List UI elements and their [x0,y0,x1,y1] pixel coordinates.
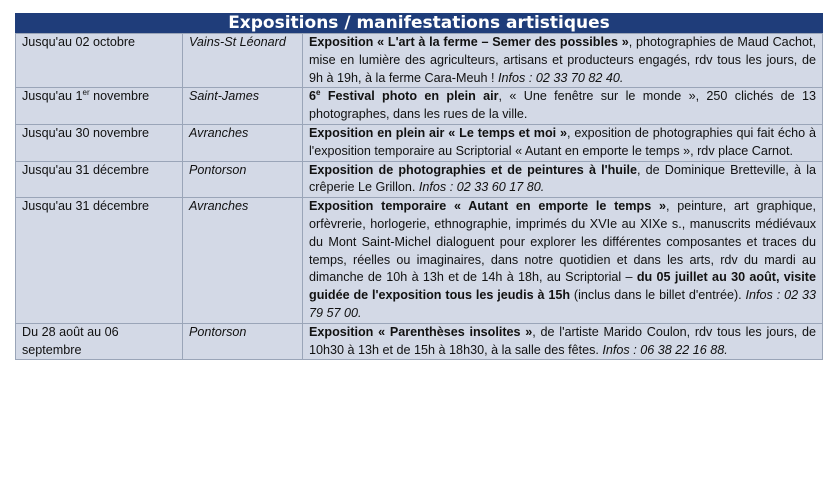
edition-number: 6 [309,89,317,104]
event-place: Avranches [183,124,303,161]
event-info: Infos : 06 38 22 16 88. [602,342,728,357]
event-place: Avranches [183,198,303,324]
events-table [15,33,823,360]
event-title: Exposition en plein air « Le temps et moi » [309,125,567,140]
event-text: , « Une fenêtre sur le monde », 250 clichés de 13 photographes, dans les rues de la ville. [309,89,816,122]
event-date-text: Jusqu'au 1 [22,89,83,104]
event-text: , photographies de Maud Cachot, mise en lumière des agriculteurs, artisans et producteurs engagés, rdv tous les jours, de 9h à 19h, à la ferme Cara-Meuh ! [309,35,816,85]
event-place: Saint-James [183,88,303,125]
ordinal-suffix: e [316,88,321,98]
event-title: Exposition « Parenthèses insolites » [309,324,533,339]
event-description [303,88,823,125]
table-row [16,34,823,88]
table-row [16,124,823,161]
event-place: Pontorson [183,323,303,360]
event-date [16,88,183,125]
event-title: Exposition « L'art à la ferme – Semer des possibles » [309,35,629,49]
event-text: , exposition de photographies qui fait écho à l'exposition temporaire au Scriptorial « Autant en emporte le temps », rdv place Carnot. [309,125,816,158]
events-document [15,13,823,360]
event-description [303,323,823,360]
event-text: , de Dominique Bretteville, à la crêperie Le Grillon. [309,162,816,195]
event-description [303,161,823,198]
table-row [16,161,823,198]
event-date: Jusqu'au 31 décembre [16,161,183,198]
table-row [16,323,823,360]
event-date: Jusqu'au 02 octobre [16,34,183,88]
table-row [16,88,823,125]
event-description [303,34,823,88]
event-title: Exposition de photographies et de peintures à l'huile [309,162,637,177]
event-date: Du 28 août au 06 septembre [16,323,183,360]
ordinal-suffix: er [82,88,90,98]
section-title: Expositions / manifestations artistiques [15,13,823,33]
event-title-text: Festival photo en plein air [320,89,499,104]
event-highlight: du 05 juillet au 30 août, visite guidée de l'exposition tous les jeudis à 15h [309,270,817,303]
event-info: Infos : 02 33 60 17 80. [418,180,545,195]
event-title: Exposition temporaire « Autant en emporte le temps » [309,199,666,214]
event-text: , de l'artiste Marido Coulon, rdv tous les jours, de 10h30 à 13h et de 15h à 18h30, à la salle des fêtes. [309,324,816,357]
event-description [303,198,823,324]
event-info: Infos : 02 33 70 82 40. [498,70,624,85]
event-place: Vains-St Léonard [183,34,303,88]
event-date: Jusqu'au 31 décembre [16,198,183,324]
event-title [309,89,499,103]
event-info: Infos : 02 33 79 57 00. [309,288,816,320]
event-date-text: novembre [89,89,150,104]
event-description [303,124,823,161]
event-place: Pontorson [183,161,303,198]
event-text: , peinture, art graphique, orfèvrerie, horlogerie, ethnographie, imprimés du XVIe au XIXe s., manuscrits médiévaux du Mont Saint-Michel dialoguent pour explorer les différentes composantes et traces du temps, réelles ou imaginaires, dans notre quotidien et dans les arts, rdv du mardi au dimanche de 10h à 13h et de 14h à 18h, au Scriptorial – [309,199,816,285]
table-row [16,198,823,324]
event-date: Jusqu'au 30 novembre [16,124,183,161]
event-text: (inclus dans le billet d'entrée). [570,288,746,303]
